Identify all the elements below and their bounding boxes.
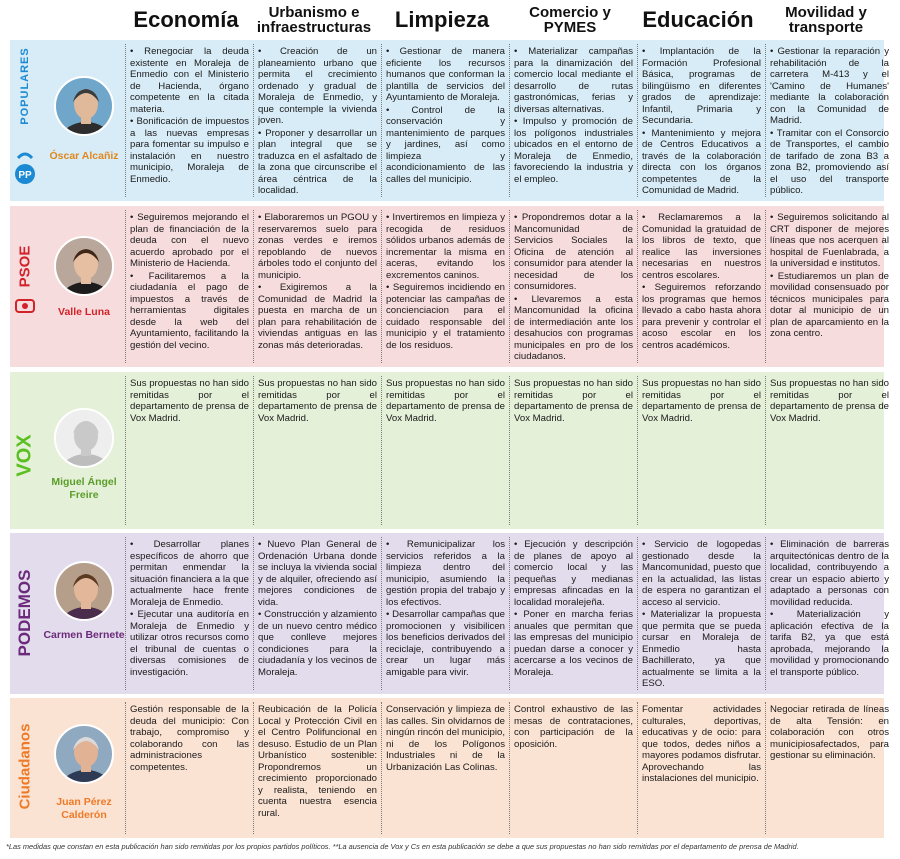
column-divider (253, 376, 254, 525)
proposal-text: Sus propuestas no han sido remitidas por el departamento de prensa de Vox Madrid. (514, 378, 633, 424)
proposal-text: • Mantenimiento y mejora de Centros Educativos a través de la colaboración directa con los órganos competentes de la Comunidad de Madrid. (642, 127, 761, 196)
candidate-name: Valle Luna (58, 306, 110, 318)
proposal-text: • Desarrollar campañas que promocionen y visibilicen los beneficios derivados del reciclaje, contribuyendo a crear un lugar más amigable para vivir. (386, 609, 505, 678)
proposal-text: • Seguiremos solicitando al CRT disponer de mejores líneas que nos acerquen al hospital de Fuenlabrada, a la universidad e institutos. (770, 212, 889, 269)
proposal-text: • Nuevo Plan General de Ordenación Urbana donde se incluya la vivienda social y de alquiler, ofreciendo así mejores condiciones de vida. (258, 539, 377, 608)
candidate-photo (56, 410, 114, 468)
column-divider (125, 537, 126, 690)
column-divider (125, 210, 126, 363)
proposal-text: Sus propuestas no han sido remitidas por el departamento de prensa de Vox Madrid. (258, 378, 377, 424)
column-divider (765, 210, 766, 363)
proposal-text: • Gestionar de manera eficiente los recursos humanos que conforman la plantilla de servicios del Ayuntamiento de Moraleja. (386, 46, 505, 103)
cs-icon: Ciudadanos (16, 723, 34, 810)
column-divider (637, 702, 638, 834)
avatar (54, 236, 114, 296)
proposal-text: • Impulso y promoción de los polígonos industriales ubicados en el entorno de Moraleja de Enmedio, favoreciendo la industria y el empleo. (514, 116, 633, 185)
proposal-text: • Gestionar la reparación y rehabilitación de la carretera M-413 y el 'Camino de Humanes' mediante la colaboración con la Comunidad de Madrid. (770, 46, 889, 126)
column-divider (381, 210, 382, 363)
header-movilidad: Movilidad y transporte (785, 4, 867, 36)
proposal-cell (642, 378, 764, 525)
party-row-podemos (10, 533, 889, 694)
proposal-cell (258, 378, 380, 525)
proposal-text: • Materialización y aplicación efectiva de la tarifa B2, ya que está aprobada, mejorando la movilidad y promocionando el transporte público. (770, 609, 889, 678)
proposal-cell (770, 46, 892, 197)
party-sidebar (10, 372, 122, 529)
proposal-cell (642, 539, 764, 690)
party-sidebar (10, 206, 122, 367)
proposal-cell (258, 539, 380, 690)
proposal-cell (130, 46, 252, 197)
podemos-icon: PODEMOS (15, 569, 34, 657)
proposal-cell (642, 46, 764, 197)
proposal-cell (258, 212, 380, 363)
column-divider (509, 44, 510, 197)
proposal-cell (770, 378, 892, 525)
avatar (54, 76, 114, 136)
proposal-text: • Materializar la propuesta que permita que se pueda cursar en Moraleja de Enmedio hasta Bachillerato, ya que actualmente se limita a la ESO. (642, 609, 761, 689)
proposal-text: • Llevaremos a esta Mancomunidad la oficina de intermediación ante los desahucios con programas municipales en pro de los ciudadanos. (514, 293, 633, 362)
candidate-photo (56, 563, 114, 621)
proposal-text: Fomentar actividades culturales, deportivas, educativas y de ocio: para que todos, dedes niños a mayores podamos disfrutar. Aprovechando las instalaciones del municipio. (642, 704, 761, 784)
column-divider (381, 44, 382, 197)
proposal-text: • Renegociar la deuda existente en Moraleja de Enmedio con el Ministerio de Hacienda, órgano competente en la citada materia. (130, 46, 249, 115)
candidate-photo (56, 238, 114, 296)
column-divider (253, 44, 254, 197)
party-sidebar (10, 698, 122, 838)
header-comercio: Comercio y PYMES (529, 4, 611, 36)
proposal-text: • Bonificación de impuestos a las nuevas empresas para fomentar su impulso e instalación en nuestro municipio, Moraleja de Enmedio. (130, 116, 249, 185)
proposal-text: • Servicio de logopedas gestionado desde la Mancomunidad, puesto que en la actualidad, las listas de espera no garantizan el acceso al servicio. (642, 539, 761, 608)
proposal-text: • Facilitaremos a la ciudadanía el pago de impuestos a través de herramientas digitales desde la web del Ayuntamiento, facilitando la gestión del vecino. (130, 270, 249, 351)
proposal-text: • Poner en marcha ferias anuales que permitan que las empresas del municipio puedan darse a conocer y acercarse a los vecinos de Moraleja. (514, 609, 633, 678)
column-divider (125, 702, 126, 834)
proposal-text: Sus propuestas no han sido remitidas por el departamento de prensa de Vox Madrid. (130, 378, 249, 424)
column-divider (637, 537, 638, 690)
proposal-text: • Tramitar con el Consorcio de Transportes, el cambio de tarifado de zona B3 a zona B2, promoviendo así el uso del transporte público. (770, 127, 889, 196)
candidate-photo (56, 78, 114, 136)
proposal-text: • Materializar campañas para la dinamización del comercio local mediante el desarrollo de rutas gastronómicas, ferias y diversas alternativas. (514, 46, 633, 115)
party-row-psoe (10, 206, 889, 367)
proposal-cell (642, 212, 764, 363)
proposal-cell (130, 539, 252, 690)
party-logo (10, 533, 40, 694)
column-divider (765, 44, 766, 197)
avatar (54, 561, 114, 621)
proposal-cell (514, 212, 636, 363)
column-divider (509, 537, 510, 690)
party-logo (10, 206, 40, 367)
proposal-text: • Construcción y alzamiento de un nuevo centro médico que conlleve mejores condiciones para la ciudadanía y los vecinos de Moraleja. (258, 609, 377, 678)
proposal-cell (386, 704, 508, 834)
column-divider (253, 210, 254, 363)
column-divider (637, 376, 638, 525)
avatar (54, 724, 114, 784)
proposal-text: Sus propuestas no han sido remitidas por el departamento de prensa de Vox Madrid. (642, 378, 761, 424)
avatar (54, 408, 114, 468)
candidate-photo (56, 726, 114, 784)
proposal-cell (258, 704, 380, 834)
column-divider (381, 376, 382, 525)
proposal-text: Negociar retirada de líneas de alta Tensión: en colaboración con otros municipiosafectados, para gestionar su eliminación. (770, 704, 889, 761)
party-logo (10, 40, 40, 201)
proposal-text: • Invertiremos en limpieza y recogida de residuos sólidos urbanos además de incrementar la misma en aceras, evitando los excrementos caninos. (386, 212, 505, 281)
proposal-text: Sus propuestas no han sido remitidas por el departamento de prensa de Vox Madrid. (770, 378, 889, 424)
column-divider (125, 44, 126, 197)
column-divider (765, 376, 766, 525)
proposal-text: • Creación de un planeamiento urbano que permita el crecimiento ordenado y gradual de Moraleja de Enmedio, y que contemple la vivienda joven. (258, 46, 377, 126)
party-logo (10, 372, 40, 529)
proposal-text: • Ejecutar una auditoría en Moraleja de Enmedio y utilizar otros recursos como el tribunal de cuentas o diversas comisiones de investigación. (130, 609, 249, 678)
proposal-text: • Seguiremos reforzando los programas que hemos llevado a cabo hasta ahora para prevenir y controlar el acoso escolar en los centros académicos. (642, 282, 761, 351)
column-divider (637, 44, 638, 197)
proposal-cell (514, 704, 636, 834)
proposal-cell (130, 378, 252, 525)
column-divider (509, 702, 510, 834)
column-divider (509, 210, 510, 363)
proposal-text: • Estudiaremos un plan de movilidad consensuado por técnicos municipales para dotar al municipio de un plan de aparcamiento en la zona centro. (770, 270, 889, 339)
proposal-text: • Remunicipalizar los servicios referidos a la limpieza dentro del municipio, asumiendo la gestión propia del trabajo y los efectivos. (386, 539, 505, 608)
footnote: *Las medidas que constan en esta publicación han sido remitidas por los propios partidos políticos. **La ausencia de Vox y Cs en esta publicación se debe a que sus propuestas no han sido remitidas por el departamento de prensa de Madrid. (6, 842, 799, 851)
candidate-name: Miguel Ángel Freire (51, 476, 117, 501)
candidate-name: Juan Pérez Calderón (56, 796, 112, 821)
proposal-text: • Proponer y desarrollar un plan integral que se traduzca en el asfaltado de la zona que circunscribe el área céntrica de la localidad. (258, 127, 377, 196)
proposal-text: Sus propuestas no han sido remitidas por el departamento de prensa de Vox Madrid. (386, 378, 505, 424)
header-economia: Economía (133, 7, 239, 32)
proposal-text: Conservación y limpieza de las calles. Sin olvidarnos de ningún rincón del municipio, ni de los Polígonos Industriales ni de la Urbanización Las Colinas. (386, 704, 505, 773)
proposal-cell (258, 46, 380, 197)
proposal-cell (514, 378, 636, 525)
column-divider (509, 376, 510, 525)
proposal-text: • Elaboraremos un PGOU y reservaremos suelo para zonas verdes e iremos repoblando de nuevos árboles todo el conjunto del municipio. (258, 212, 377, 281)
proposal-text: • Seguiremos incidiendo en potenciar las campañas de concienciacion para el cuidado responsable del municipio y el tratamiento de los residuos. (386, 282, 505, 351)
proposal-text: Gestión responsable de la deuda del municipio: Con trabajo, compromiso y colaborando con las administraciones competentes. (130, 704, 249, 773)
proposal-text: • Ejecución y descripción de planes de apoyo al comercio local y las pequeñas y medianas empresas afincadas en la localidad moralejeña. (514, 539, 633, 608)
proposal-text: Reubicación de la Policía Local y Protección Civil en el Centro Polifuncional en desuso. Estudio de un Plan Urbanístico sostenible: Propondremos un crecimiento proporcionado y realista, teniendo en cuenta nuestra esencia rural. (258, 704, 377, 819)
proposal-text: Control exhaustivo de las mesas de contrataciones, con participación de la oposición. (514, 704, 633, 750)
psoe-label: PSOE (16, 245, 34, 288)
svg-text:PP: PP (18, 170, 32, 181)
proposal-text: • Desarrollar planes específicos de ahorro que permitan enmendar la situación financiera a la que actualmente hace frente Moraleja de Enmedio. (130, 539, 249, 608)
proposal-cell (770, 212, 892, 363)
party-row-populares (10, 40, 889, 201)
party-row-vox (10, 372, 889, 529)
column-divider (381, 702, 382, 834)
psoe-fist-rose-icon (14, 296, 36, 316)
proposal-text: • Propondremos dotar a la Mancomunidad de Servicios Sociales la Oficina de atención al consumidor para atender la necesidad de los consumidores. (514, 212, 633, 292)
proposal-cell (130, 704, 252, 834)
proposal-cell (130, 212, 252, 363)
vox-icon: VOX (13, 434, 36, 477)
proposal-cell (770, 704, 892, 834)
proposal-cell (386, 539, 508, 690)
proposal-text: • Seguiremos mejorando el plan de financiación de la deuda con el nuevo acuerdo aprobado por el Ministerio de Hacienda. (130, 212, 249, 269)
proposal-cell (514, 46, 636, 197)
proposal-text: • Implantación de la Formación Profesional Básica, programas de bilingüismo en diferentes grados de aprendizaje: Infantil, Primaria y Secundaria. (642, 46, 761, 126)
proposal-cell (386, 378, 508, 525)
party-row-ciudadanos (10, 698, 889, 838)
party-sidebar (10, 40, 122, 201)
proposal-cell (770, 539, 892, 690)
header-limpieza: Limpieza (394, 7, 490, 32)
column-divider (381, 537, 382, 690)
party-sidebar (10, 533, 125, 694)
proposal-cell (514, 539, 636, 690)
column-divider (253, 537, 254, 690)
column-divider (765, 537, 766, 690)
proposal-text: • Reclamaremos a la Comunidad la gratuidad de los libros de texto, que realice las inversiones necesarias en nuestros centros escolares. (642, 212, 761, 281)
column-divider (637, 210, 638, 363)
populares-label: POPULARES (19, 47, 31, 125)
column-divider (765, 702, 766, 834)
proposal-cell (386, 46, 508, 197)
header-educacion: Educación (642, 7, 754, 32)
column-headers (0, 0, 900, 40)
proposal-cell (642, 704, 764, 834)
proposal-text: • Eliminación de barreras arquitectónicas dentro de la localidad, contribuyendo a crear un espacio abierto y adaptado a personas con movilidad reducida. (770, 539, 889, 608)
candidate-name: Carmen Bernete (43, 629, 125, 641)
column-divider (125, 376, 126, 525)
proposal-cell (386, 212, 508, 363)
candidate-name: Óscar Alcañiz (49, 150, 119, 162)
proposal-text: • Exigiremos a la Comunidad de Madrid la puesta en marcha de un plan para rehabilitación de viviendas antiguas en las zonas más deterioradas. (258, 282, 377, 351)
proposal-text: • Control de la conservación y mantenimiento de parques y jardines, así como limpieza y acondicionamiento de las calles del municipio. (386, 104, 505, 185)
header-urbanismo: Urbanismo e infraestructuras (256, 4, 372, 36)
party-logo (10, 698, 40, 838)
pp-icon (14, 150, 36, 186)
column-divider (253, 702, 254, 834)
